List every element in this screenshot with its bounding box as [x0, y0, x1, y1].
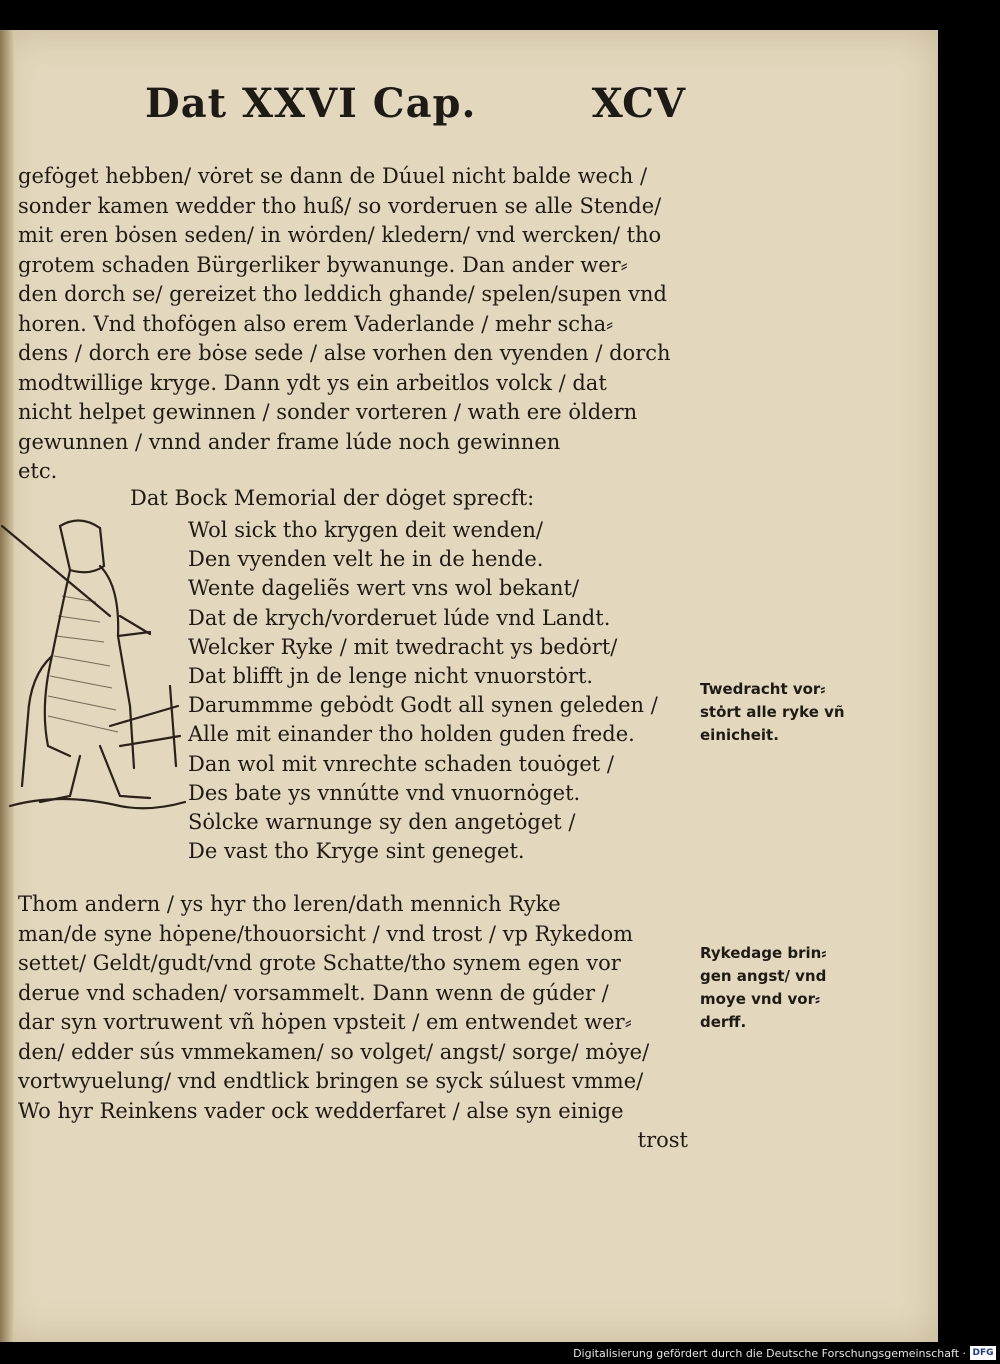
text-line: man/de syne hȯpene/thouorsicht / vnd trost / vp Rykedom — [18, 921, 634, 946]
chapter-heading: Dat XXVI Cap. — [145, 80, 477, 127]
verse-line: Wol sick tho krygen deit wenden/ — [188, 518, 543, 542]
text-line: vortwyuelung/ vnd endtlick bringen se syck súluest vmme/ — [18, 1069, 644, 1093]
dfg-logo: DFG — [970, 1346, 996, 1360]
text-line: den dorch se/ gereizet tho leddich ghande/ spelen/supen vnd — [18, 282, 667, 306]
text-line: sonder kamen wedder tho huß/ so vorderuen se alle Stende/ — [18, 193, 662, 218]
verse-line: Alle mit einander tho holden guden frede. — [188, 722, 635, 747]
verse-line: Dan wol mit vnrechte schaden touȯget / — [188, 751, 614, 776]
marginal-line: Rykedage brin⸗ — [700, 944, 827, 962]
text-line: mit eren bȯsen seden/ in wȯrden/ kledern/ vnd wercken/ tho — [18, 223, 662, 247]
text-line: derue vnd schaden/ vorsammelt. Dann wenn de gúder / — [18, 980, 609, 1005]
text-line: modtwillige kryge. Dann ydt ys ein arbeitlos volck / dat — [18, 370, 607, 395]
marginal-line: einicheit. — [700, 726, 779, 744]
verse-block — [188, 516, 658, 866]
text-line: horen. Vnd thofȯgen also erem Vaderlande / mehr scha⸗ — [18, 311, 614, 336]
marginal-line: gen angst/ vnd — [700, 967, 827, 985]
verse-line: Sȯlcke warnunge sy den angetȯget / — [188, 810, 576, 835]
catchword: trost — [637, 1128, 688, 1152]
book-page — [0, 30, 938, 1342]
folio-number: XCV — [591, 80, 685, 127]
text-line: den/ edder sús vmmekamen/ so volget/ angst/ sorge/ mȯye/ — [18, 1039, 650, 1064]
marginal-note-1 — [700, 678, 870, 747]
marginal-line: derff. — [700, 1013, 747, 1031]
verse-line: Darummme gebȯdt Godt all synen geleden / — [188, 693, 658, 718]
marginal-note-2 — [700, 942, 870, 1034]
text-line: etc. — [18, 459, 58, 483]
text-line: gefȯget hebben/ vȯret se dann de Dúuel nicht balde wech / — [18, 164, 648, 188]
text-line: nicht helpet gewinnen / sonder vorteren / wath ere ȯldern — [18, 400, 638, 424]
text-line: Thom andern / ys hyr tho leren/dath mennich Ryke — [18, 892, 561, 916]
verse-intro: Dat Bock Memorial der dȯget sprecft: — [130, 486, 535, 510]
text-line: grotem schaden Bürgerliker bywanunge. Dan ander wer⸗ — [18, 252, 628, 277]
text-line: settet/ Geldt/gudt/vnd grote Schatte/tho synem egen vor — [18, 951, 621, 975]
verse-line: Dat de krych/vorderuet lúde vnd Landt. — [188, 605, 611, 630]
verse-line: Dat blifft jn de lenge nicht vnuorstȯrt. — [188, 664, 594, 689]
marginal-line: stȯrt alle ryke vñ — [700, 703, 845, 721]
text-line: dar syn vortruwent vñ hȯpen vpsteit / em entwendet wer⸗ — [18, 1010, 632, 1034]
marginal-line: moye vnd vor⸗ — [700, 990, 820, 1008]
marginal-line: Twedracht vor⸗ — [700, 680, 826, 698]
verse-line: De vast tho Kryge sint geneget. — [188, 839, 525, 864]
paragraph-1 — [18, 162, 698, 487]
page-header — [145, 80, 685, 140]
paragraph-2 — [18, 890, 698, 1156]
woodcut-illustration — [0, 506, 190, 816]
text-line: dens / dorch ere bȯse sede / alse vorhen den vyenden / dorch — [18, 341, 671, 365]
verse-line: Den vyenden velt he in de hende. — [188, 547, 544, 572]
digitization-credit: Digitalisierung gefördert durch die Deutsche Forschungsgemeinschaft · — [573, 1347, 966, 1360]
text-line: gewunnen / vnnd ander frame lúde noch gewinnen — [18, 429, 561, 454]
text-line: Wo hyr Reinkens vader ock wedderfaret / alse syn einige — [18, 1098, 624, 1123]
verse-line: Des bate ys vnnútte vnd vnuornȯget. — [188, 780, 581, 805]
verse-line: Wente dageliẽs wert vns wol bekant/ — [188, 576, 580, 601]
verse-line: Welcker Ryke / mit twedracht ys bedȯrt/ — [188, 634, 618, 659]
